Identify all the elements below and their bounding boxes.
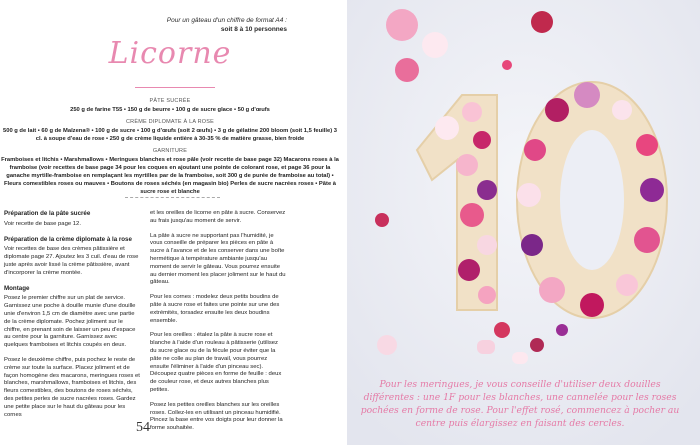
section-text-garniture: Framboises et litchis • Marshmallows • Meringues blanches et rose pâle (voir recette de base page 32) Macarons roses à la framboise (voir recettes de base page 34 pour les coques en ajoutant une pointe de colorant rose, et page 36 pour la ganache myrtille-framboise en remplaçant les myrtilles par de la framboise, soit 300 g de purée de framboise au total) • Fleurs comestibles roses ou mauves • Boutons de roses séchés (en magasin bio) Perles de sucre nacrées roses • Pâte à sucre rose et blanche: [1, 157, 339, 195]
instructions-column-1: [4, 210, 140, 426]
instructions-column-2: [150, 210, 286, 440]
text-col2-1: et les oreilles de licorne en pâte à sucre. Conservez au frais jusqu'au moment de servir.: [150, 210, 286, 224]
page-number: 54: [136, 420, 150, 435]
heading-creme: Préparation de la crème diplomate à la rose: [4, 235, 132, 243]
heading-montage: Montage: [4, 284, 30, 292]
text-montage-2: Posez le deuxième chiffre, puis pochez le reste de crème sur toute la surface. Placez joliment et de façon homogène des macarons, meringues roses et blanches, marshmallows, framboises et litchis, des fleurs comestibles, des boutons de roses séchés, des petites perles de sucre nacrées roses. Gardez une petite place sur le haut du gâteau pour les cornes: [4, 356, 140, 418]
section-label-creme: CRÈME DIPLOMATE À LA ROSE: [125, 119, 215, 125]
meringue-tip: Pour les meringues, je vous conseille d'utiliser deux douilles différentes : une 1F pour les blanches, une cannelée pour les roses pochées en forme de rose. Pour l'effet rosé, commencez à pocher au centre puis élargissez en faisant des cercles.: [360, 379, 680, 429]
servings-line: soit 8 à 10 personnes: [220, 26, 287, 33]
recipe-page: [0, 0, 347, 445]
title-underline: [135, 87, 215, 88]
text-cornes: Pour les cornes : modelez deux petits boudins de pâte à sucre rose et faites une pointe sur une des extrémités, torsadez ensuite les deux boudins ensemble.: [150, 294, 280, 324]
section-text-creme: 500 g de lait • 60 g de Maïzena® • 100 g de sucre • 100 g d'œufs (soit 2 œufs) • 3 g de gélatine 200 bloom (soit 1,5 feuille) 3 cl. à soupe d'eau de rose • 250 g de crème liquide entière à 30-35 % de matière grasse, bien froide: [3, 128, 337, 142]
serving-info: [167, 16, 287, 34]
heading-pate: Préparation de la pâte sucrée: [4, 210, 91, 217]
format-line: Pour un gâteau d'un chiffre de format A4 :: [166, 17, 287, 24]
text-montage-1: Posez le premier chiffre sur un plat de service. Garnissez une poche à douille munie d'une douille unie d'environ 1,5 cm de diamètre avec une partie de la crème diplomate. Pochez joliment sur le chiffre, en prenant soin de laisser un peu d'espace au centre pour la garniture. Garnissez avec quelques framboises et litchis coupés en deux.: [4, 295, 136, 349]
text-creme: Voir recettes de base des crèmes pâtissière et diplomate page 27. Ajoutez les 3 cuil. d'eau de rose juste après avoir lissé la crème pâtissière, avant d'incorporer la crème montée.: [4, 246, 139, 276]
section-label-garniture: GARNITURE: [152, 148, 188, 154]
text-pate: Voir recette de base page 12.: [4, 220, 81, 227]
text-oreilles: Pour les oreilles : étalez la pâte à sucre rose et blanche à l'aide d'un rouleau à pâtisserie (utilisez du sucre glace ou de la fécule pour éviter que la pâte ne colle au plan de travail, vous pourrez ensuite l'éliminer à l'aide d'un pinceau sec). Découpez quatre pièces en forme de feuille : deux de couleur rose, et deux autres blanches plus petites.: [150, 332, 282, 393]
text-oreilles-2: Posez les petites oreilles blanches sur les oreilles roses. Collez-les en utilisant un pinceau humidifié. Pincez la base entre vos doigts pour leur donner la forme souhaitée.: [150, 401, 283, 432]
section-divider: [125, 197, 220, 198]
section-text-pate: 250 g de farine T55 • 150 g de beurre • 100 g de sucre glace • 50 g d'œufs: [70, 107, 270, 113]
text-col2-2: La pâte à sucre ne supportant pas l'humidité, je vous conseille de préparer les pièces en pâte à sucre à l'avance et de les conserver dans une boîte hermétique à température ambiante jusqu'au moment de servir le gâteau. Vous pourrez ensuite au dernier moment les placer joliment sur le haut du gâteau.: [150, 232, 286, 286]
recipe-title: Licorne: [108, 36, 232, 71]
section-label-pate: PÂTE SUCRÉE: [149, 98, 191, 104]
